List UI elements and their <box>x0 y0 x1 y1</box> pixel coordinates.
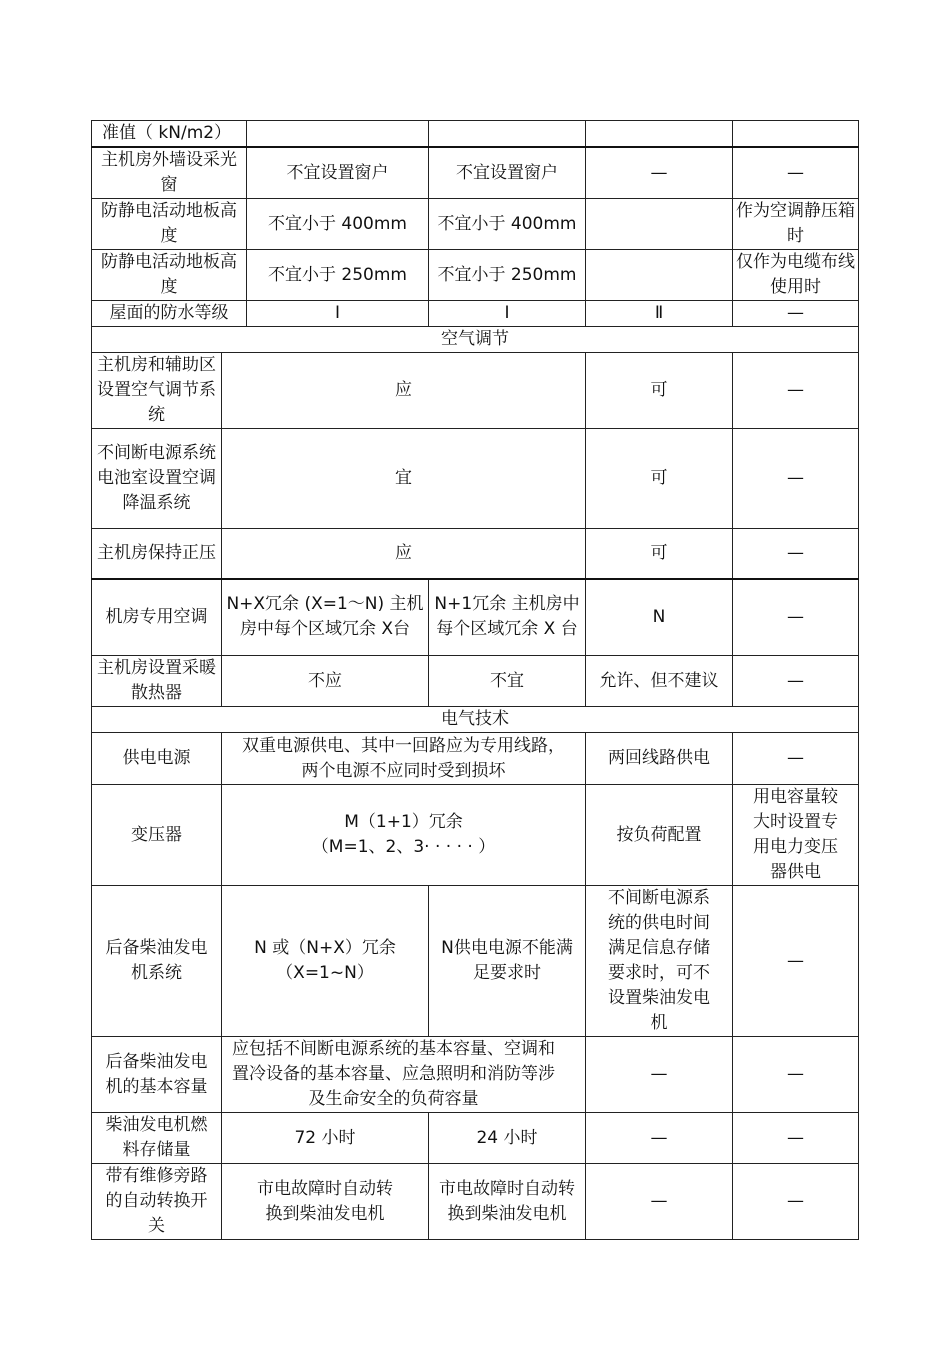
level-c-cell: 可 <box>586 429 733 529</box>
item-cell: 机房专用空调 <box>92 579 222 656</box>
level-b-cell <box>429 121 586 148</box>
item-cell: 供电电源 <box>92 733 222 785</box>
spec-table-page <box>91 120 858 1240</box>
level-ab-cell: 宜 <box>222 429 586 529</box>
item-cell: 主机房设置采暖散热器 <box>92 656 222 707</box>
table-row <box>92 1037 859 1113</box>
transformer-redundancy-line: M（1+1）冗余 <box>344 812 463 832</box>
table-row <box>92 250 859 301</box>
level-a-cell: 不应 <box>222 656 429 707</box>
level-c-cell: 按负荷配置 <box>586 785 733 886</box>
level-a-cell: N+X冗余 (X=1～N) 主机房中每个区域冗余 X台 <box>222 579 429 656</box>
section-title-electrical: 电气技术 <box>92 707 859 733</box>
remark-cell: 仅作为电缆布线使用时 <box>733 250 859 301</box>
level-c-cell: 两回线路供电 <box>586 733 733 785</box>
level-b-cell: 不宜设置窗户 <box>429 147 586 199</box>
level-b-cell: 不宜 <box>429 656 586 707</box>
section-row-air <box>92 327 859 353</box>
level-c-cell: 可 <box>586 353 733 429</box>
level-b-cell: N供电电源不能满足要求时 <box>429 886 586 1037</box>
level-a-cell: 不宜小于 400mm <box>247 199 429 250</box>
table-row <box>92 785 859 886</box>
item-cell: 后备柴油发电机系统 <box>92 886 222 1037</box>
level-c-cell <box>586 121 733 148</box>
item-cell: 防静电活动地板高度 <box>92 250 247 301</box>
level-b-cell: 不宜小于 400mm <box>429 199 586 250</box>
remark-cell: — <box>733 301 859 327</box>
table-row <box>92 121 859 148</box>
item-cell: 准值（ kN/m2） <box>92 121 247 148</box>
item-cell: 变压器 <box>92 785 222 886</box>
table-row <box>92 529 859 579</box>
table-row <box>92 1113 859 1164</box>
item-cell: 主机房和辅助区设置空气调节系统 <box>92 353 222 429</box>
transformer-count-line: （M=1、2、3· · · · · ） <box>311 837 496 857</box>
level-b-cell: 市电故障时自动转换到柴油发电机 <box>429 1164 586 1240</box>
level-ab-cell: 应包括不间断电源系统的基本容量、空调和置冷设备的基本容量、应急照明和消防等涉及生命安全的负荷容量 <box>222 1037 586 1113</box>
level-c-cell: Ⅱ <box>586 301 733 327</box>
level-a-cell <box>247 121 429 148</box>
level-c-cell: 可 <box>586 529 733 579</box>
table-row <box>92 199 859 250</box>
level-a-cell: N 或（N+X）冗余（X=1~N） <box>222 886 429 1037</box>
remark-cell: — <box>733 1113 859 1164</box>
table-row <box>92 147 859 199</box>
level-c-cell: — <box>586 147 733 199</box>
item-cell: 屋面的防水等级 <box>92 301 247 327</box>
section-title-air: 空气调节 <box>92 327 859 353</box>
table-row <box>92 733 859 785</box>
level-c-cell: — <box>586 1113 733 1164</box>
level-b-cell: 不宜小于 250mm <box>429 250 586 301</box>
level-b-cell: 24 小时 <box>429 1113 586 1164</box>
level-c-cell: 允许、但不建议 <box>586 656 733 707</box>
remark-cell: — <box>733 1037 859 1113</box>
remark-cell: 用电容量较大时设置专用电力变压器供电 <box>733 785 859 886</box>
item-cell: 主机房外墙设采光窗 <box>92 147 247 199</box>
table-row <box>92 579 859 656</box>
remark-cell <box>733 121 859 148</box>
level-b-cell: Ⅰ <box>429 301 586 327</box>
level-a-cell: 72 小时 <box>222 1113 429 1164</box>
level-a-cell: 市电故障时自动转换到柴油发电机 <box>222 1164 429 1240</box>
level-ab-cell: 应 <box>222 353 586 429</box>
level-ab-cell: 应 <box>222 529 586 579</box>
section-row-electrical <box>92 707 859 733</box>
level-c-cell: — <box>586 1164 733 1240</box>
item-cell: 防静电活动地板高度 <box>92 199 247 250</box>
item-cell: 主机房保持正压 <box>92 529 222 579</box>
spec-table <box>91 120 859 1240</box>
table-row <box>92 353 859 429</box>
remark-cell: — <box>733 733 859 785</box>
level-a-cell: 不宜设置窗户 <box>247 147 429 199</box>
remark-cell: — <box>733 579 859 656</box>
remark-cell: 作为空调静压箱时 <box>733 199 859 250</box>
item-cell: 柴油发电机燃料存储量 <box>92 1113 222 1164</box>
remark-cell: — <box>733 1164 859 1240</box>
remark-cell: — <box>733 529 859 579</box>
level-c-cell <box>586 250 733 301</box>
level-a-cell: Ⅰ <box>247 301 429 327</box>
level-c-cell <box>586 199 733 250</box>
level-ab-cell: 双重电源供电、其中一回路应为专用线路，两个电源不应同时受到损坏 <box>222 733 586 785</box>
item-cell: 带有维修旁路的自动转换开关 <box>92 1164 222 1240</box>
table-row <box>92 429 859 529</box>
remark-cell: — <box>733 429 859 529</box>
level-b-cell: N+1冗余 主机房中每个区域冗余 X 台 <box>429 579 586 656</box>
table-row <box>92 886 859 1037</box>
table-row <box>92 301 859 327</box>
level-ab-cell <box>222 785 586 886</box>
remark-cell: — <box>733 656 859 707</box>
level-c-cell: — <box>586 1037 733 1113</box>
item-cell: 不间断电源系统电池室设置空调降温系统 <box>92 429 222 529</box>
remark-cell: — <box>733 886 859 1037</box>
item-cell: 后备柴油发电机的基本容量 <box>92 1037 222 1113</box>
remark-cell: — <box>733 147 859 199</box>
level-a-cell: 不宜小于 250mm <box>247 250 429 301</box>
table-row <box>92 1164 859 1240</box>
table-row <box>92 656 859 707</box>
remark-cell: — <box>733 353 859 429</box>
level-c-cell: 不间断电源系统的供电时间满足信息存储要求时，可不设置柴油发电机 <box>586 886 733 1037</box>
level-c-cell: N <box>586 579 733 656</box>
